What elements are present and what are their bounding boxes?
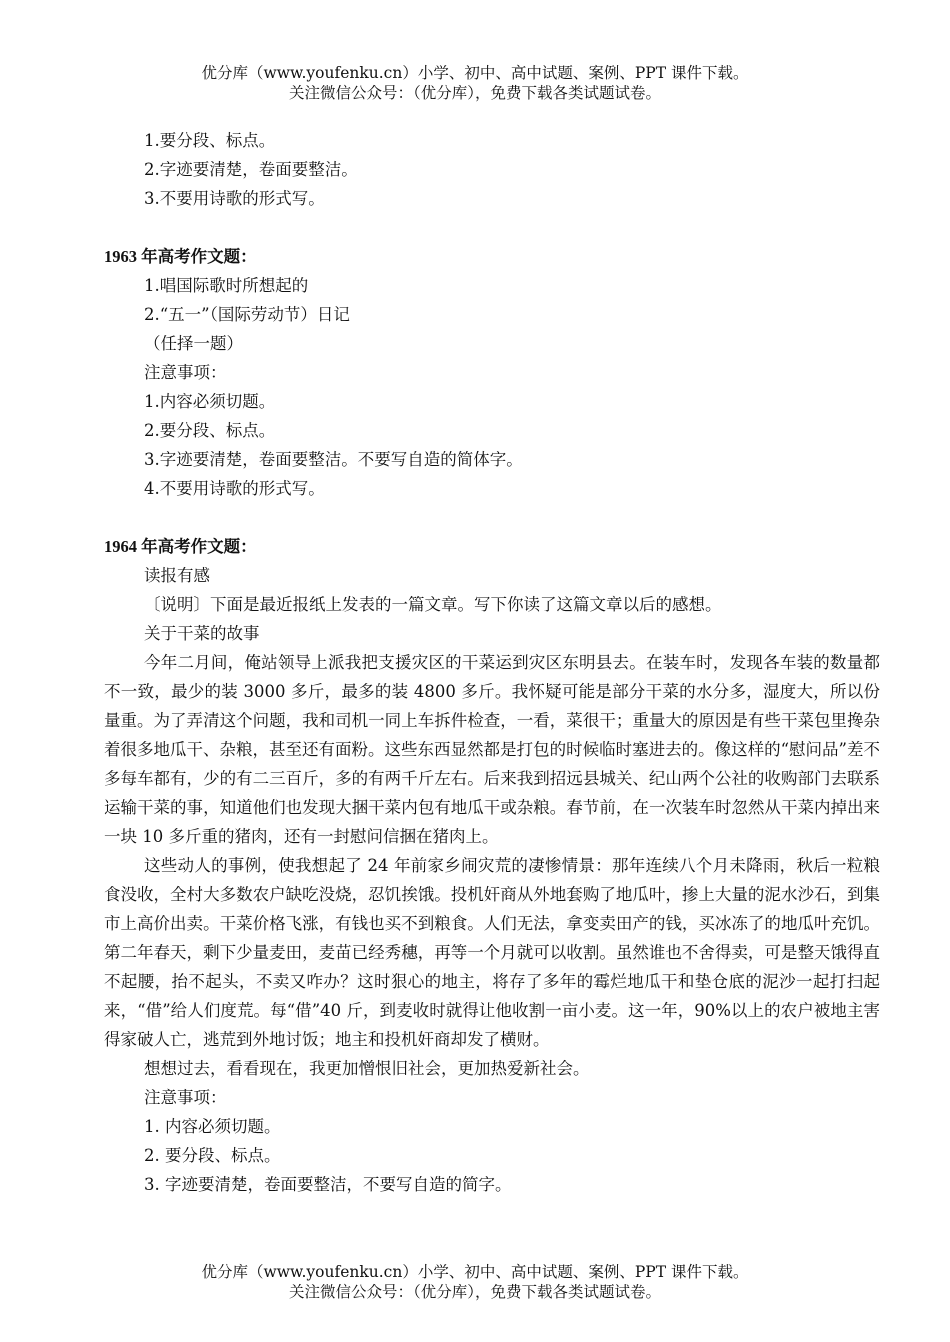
document-body: [104, 126, 880, 1199]
section-1964-heading: 1964 年高考作文题：: [104, 537, 257, 556]
page-footer: [0, 1262, 950, 1302]
section-1964-note: 2. 要分段、标点。: [144, 1146, 281, 1165]
footer-line-2: 关注微信公众号：（优分库），免费下载各类试题试卷。: [288, 1283, 661, 1301]
section-1963-line: 2.要分段、标点。: [144, 421, 276, 440]
article-title: 关于干菜的故事: [144, 624, 260, 643]
header-line-1: 优分库（www.youfenku.cn）小学、初中、高中试题、案例、PPT 课件下载。: [201, 64, 749, 82]
section-1964-title: 读报有感: [144, 566, 210, 585]
section-1963-heading: 1963 年高考作文题：: [104, 247, 257, 266]
section-1964-note: 1. 内容必须切题。: [144, 1117, 281, 1136]
article-paragraph-3: 想想过去，看看现在，我更加憎恨旧社会，更加热爱新社会。: [144, 1059, 590, 1078]
section-1963-line: 2.“五一”（国际劳动节）日记: [144, 305, 350, 324]
footer-line-1: 优分库（www.youfenku.cn）小学、初中、高中试题、案例、PPT 课件下载。: [201, 1263, 749, 1281]
section-1964-note: 3. 字迹要清楚，卷面要整洁，不要写自造的简字。: [144, 1175, 512, 1194]
section-1963-line: 4.不要用诗歌的形式写。: [144, 479, 325, 498]
page-header: [0, 63, 950, 103]
intro-note: 3.不要用诗歌的形式写。: [144, 189, 325, 208]
notes-label: 注意事项：: [144, 1088, 227, 1107]
section-1963-line: 注意事项：: [144, 363, 227, 382]
header-line-2: 关注微信公众号：（优分库），免费下载各类试题试卷。: [288, 84, 661, 102]
section-1964-instruction: 〔说明〕下面是最近报纸上发表的一篇文章。写下你读了这篇文章以后的感想。: [144, 595, 722, 614]
intro-note: 1.要分段、标点。: [144, 131, 276, 150]
article-paragraph-2: 这些动人的事例，使我想起了 24 年前家乡闹灾荒的凄惨情景：那年连续八个月未降雨，秋后一粒粮食没收，全村大多数农户缺吃没烧，忍饥挨饿。投机奸商从外地套购了地瓜叶，掺上大量的泥水沙石，到集市上高价出卖。干菜价格飞涨，有钱也买不到粮食。人们无法，拿变卖田产的钱，买冰冻了的地瓜叶充饥。第二年春天，剩下少量麦田，麦苗已经秀穗，再等一个月就可以收割。虽然谁也不舍得卖，可是整天饿得直不起腰，抬不起头，不卖又咋办？这时狠心的地主，将存了多年的霉烂地瓜干和垫仓底的泥沙一起打扫起来，“借”给人们度荒。每“借”40 斤，到麦收时就得让他收割一亩小麦。这一年，90%以上的农户被地主害得家破人亡，逃荒到外地讨饭；地主和投机奸商却发了横财。: [104, 856, 880, 1049]
article-paragraph-1: 今年二月间，俺站领导上派我把支援灾区的干菜运到灾区东明县去。在装车时，发现各车装的数量都不一致，最少的装 3000 多斤，最多的装 4800 多斤。我怀疑可能是部分干菜的水分多，湿度大，所以份量重。为了弄清这个问题，我和司机一同上车拆件检查，一看，菜很干；重量大的原因是有些干菜包里搀杂着很多地瓜干、杂粮，甚至还有面粉。这些东西显然都是打包的时候临时塞进去的。像这样的“慰问品”差不多每车都有，少的有二三百斤，多的有两千斤左右。后来我到招远县城关、纪山两个公社的收购部门去联系运输干菜的事，知道他们也发现大捆干菜内包有地瓜干或杂粮。春节前，在一次装车时忽然从干菜内掉出来一块 10 多斤重的猪肉，还有一封慰问信捆在猪肉上。: [104, 653, 880, 846]
section-1963-line: 1.唱国际歌时所想起的: [144, 276, 309, 295]
section-1963-line: （任择一题）: [144, 334, 243, 353]
section-1963-line: 1.内容必须切题。: [144, 392, 276, 411]
section-1963-line: 3.字迹要清楚，卷面要整洁。不要写自造的简体字。: [144, 450, 523, 469]
intro-note: 2.字迹要清楚，卷面要整洁。: [144, 160, 358, 179]
